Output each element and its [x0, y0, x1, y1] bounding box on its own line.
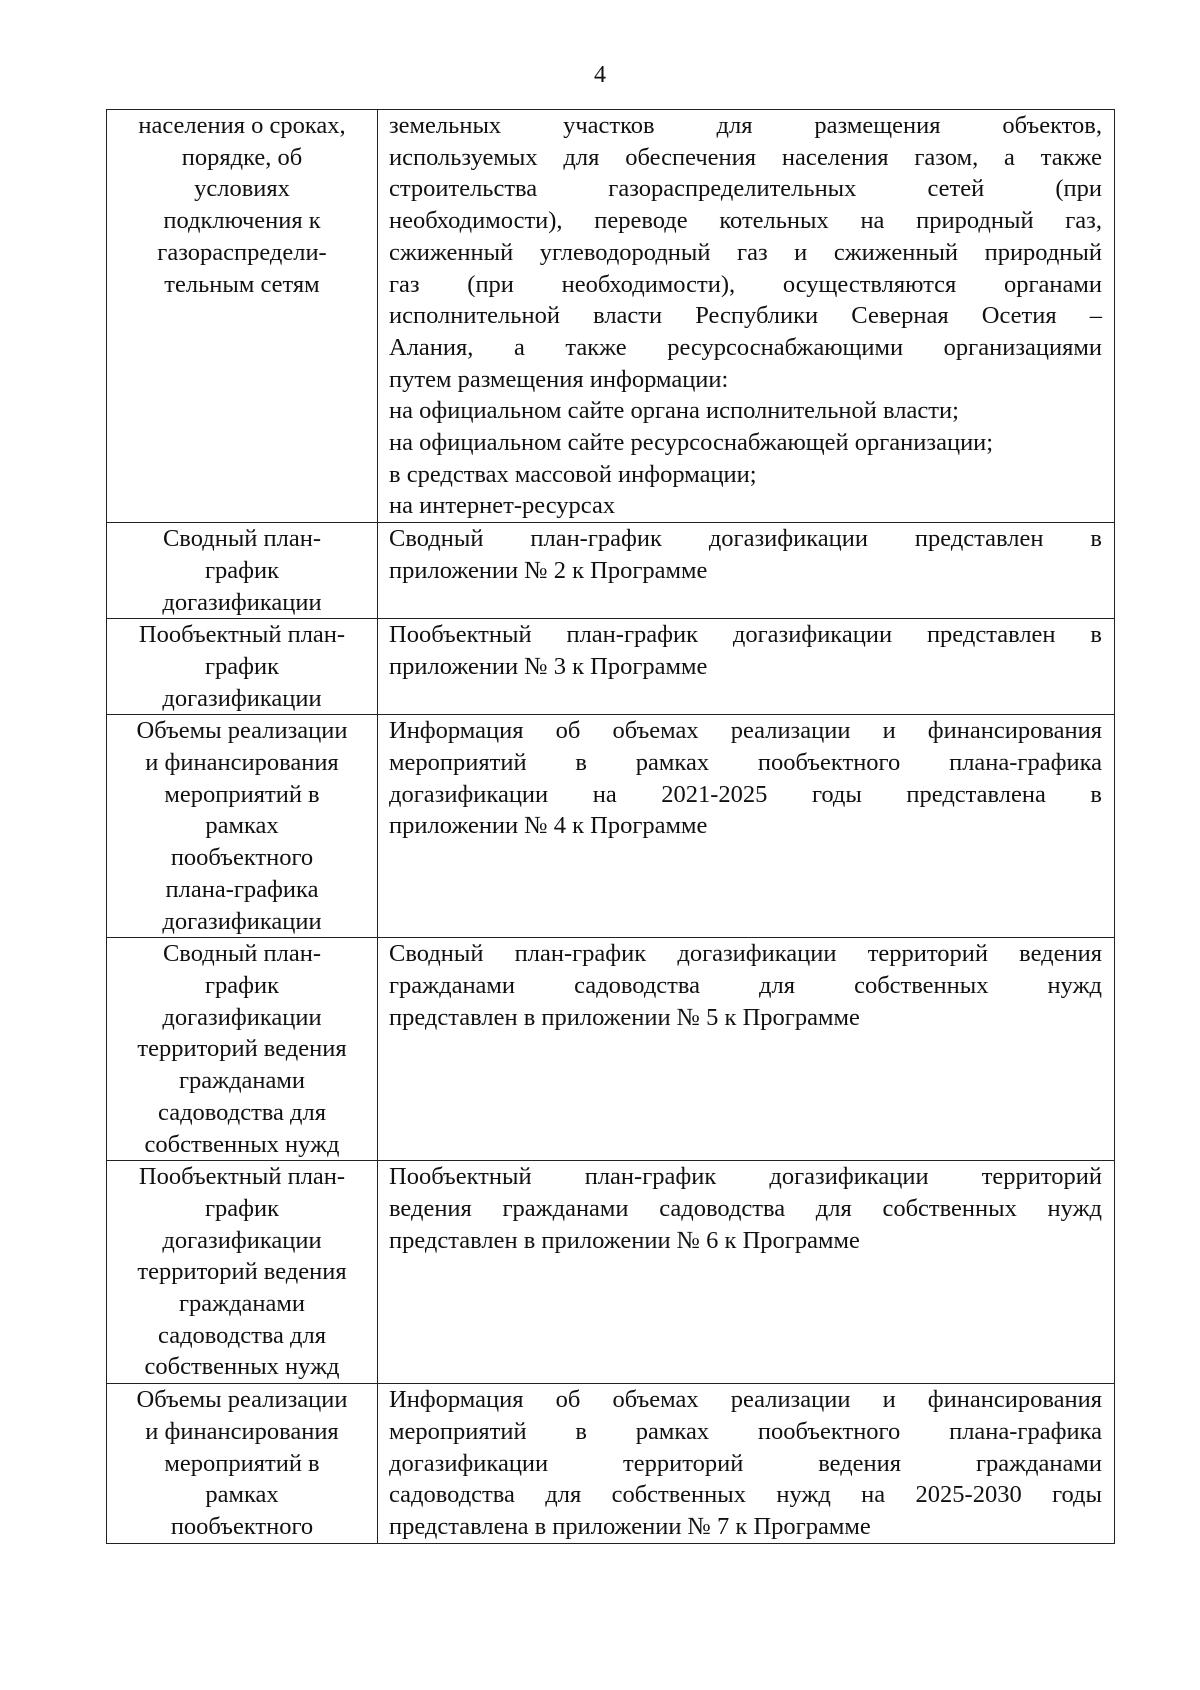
row-label-line: догазификации — [162, 1226, 322, 1254]
row-label-line: и финансирования — [145, 749, 339, 777]
table-row — [107, 715, 1115, 938]
row-label-line: подключения к — [163, 207, 321, 235]
row-label-line: Объемы реализации — [136, 1386, 348, 1414]
row-label-cell — [107, 110, 378, 523]
row-description-line: представлен в приложении № 5 к Программе — [389, 1003, 860, 1031]
row-description-cell — [378, 523, 1115, 619]
row-description-line: на официальном сайте ресурсоснабжающей организации; — [389, 429, 994, 457]
row-label-line: территорий ведения — [137, 1258, 347, 1286]
row-label-line: пообъектного — [170, 844, 314, 872]
row-label-line: догазификации — [162, 684, 322, 712]
row-description-line: гражданами садоводства для собственных нужд — [389, 971, 1102, 999]
program-passport-table — [106, 109, 1115, 1544]
row-description-line: земельных участков для размещения объектов, — [389, 112, 1102, 139]
row-label-line: плана-графика — [165, 875, 319, 903]
table-body — [107, 110, 1115, 1544]
row-description-cell — [378, 715, 1115, 938]
row-label-cell — [107, 1161, 378, 1384]
row-label-line: мероприятий в — [164, 780, 320, 808]
row-description-line: Алания, а также ресурсоснабжающими организациями — [389, 333, 1102, 361]
row-label-line: населения о сроках, — [138, 112, 346, 139]
table-row — [107, 619, 1115, 715]
row-label-line: рамках — [205, 1481, 279, 1509]
row-description-line: Пообъектный план-график догазификации представлен в — [389, 621, 1102, 649]
row-description-line: на официальном сайте органа исполнительной власти; — [389, 397, 959, 425]
row-label-line: условиях — [194, 175, 290, 203]
row-label-line: Пообъектный план- — [138, 1163, 346, 1191]
row-description-line: представлена в приложении № 7 к Программе — [389, 1512, 871, 1540]
row-description-line: мероприятий в рамках пообъектного плана-графика — [389, 749, 1102, 777]
row-label-line: график — [204, 556, 280, 584]
table-row — [107, 1161, 1115, 1384]
row-label-line: гражданами — [178, 1290, 306, 1318]
row-label-line: Объемы реализации — [136, 717, 348, 745]
row-label-line: газораспредели- — [157, 238, 327, 266]
table-row — [107, 523, 1115, 619]
row-description-line: на интернет-ресурсах — [389, 492, 616, 520]
row-description-line: догазификации на 2021-2025 годы представлена в — [389, 780, 1102, 808]
row-description-line: ведения гражданами садоводства для собственных нужд — [389, 1194, 1102, 1222]
row-description-cell — [378, 619, 1115, 715]
row-description-line: путем размещения информации: — [389, 365, 729, 393]
row-description-line: садоводства для собственных нужд на 2025-2030 годы — [389, 1481, 1102, 1509]
row-description-line: приложении № 4 к Программе — [389, 812, 708, 840]
row-description-line: Сводный план-график догазификации территорий ведения — [389, 940, 1102, 968]
table-row — [107, 110, 1115, 523]
row-description-line: исполнительной власти Республики Северная Осетия – — [389, 302, 1102, 330]
row-description-line: мероприятий в рамках пообъектного плана-графика — [389, 1417, 1102, 1445]
row-label-line: мероприятий в — [164, 1449, 320, 1477]
row-label-cell — [107, 523, 378, 619]
row-label-line: и финансирования — [145, 1417, 339, 1445]
row-description-line: строительства газораспределительных сетей (при — [389, 175, 1102, 203]
row-label-cell — [107, 938, 378, 1161]
row-label-line: график — [204, 1194, 280, 1222]
row-description-line: сжиженный углеводородный газ и сжиженный природный — [389, 238, 1102, 266]
row-label-line: территорий ведения — [137, 1035, 347, 1063]
row-description-line: необходимости), переводе котельных на природный газ, — [389, 207, 1102, 235]
row-label-line: порядке, об — [181, 143, 303, 171]
row-description-line: газ (при необходимости), осуществляются органами — [389, 270, 1102, 298]
row-label-line: садоводства для — [158, 1321, 326, 1349]
row-description-cell — [378, 1161, 1115, 1384]
row-description-line: Сводный план-график догазификации представлен в — [389, 525, 1102, 553]
row-description-cell — [378, 938, 1115, 1161]
row-label-line: рамках — [205, 812, 279, 840]
row-label-line: Сводный план- — [162, 940, 322, 968]
row-description-line: приложении № 2 к Программе — [389, 556, 708, 584]
row-label-line: собственных нужд — [144, 1130, 340, 1158]
row-label-line: догазификации — [162, 1003, 322, 1031]
row-label-cell — [107, 1384, 378, 1544]
page-number: 4 — [594, 62, 606, 88]
row-description-cell — [378, 110, 1115, 523]
row-label-line: гражданами — [178, 1067, 306, 1095]
row-label-line: догазификации — [162, 588, 322, 616]
row-label-line: садоводства для — [158, 1098, 326, 1126]
row-label-cell — [107, 715, 378, 938]
row-description-line: используемых для обеспечения населения газом, а также — [389, 143, 1102, 171]
row-description-line: в средствах массовой информации; — [389, 460, 757, 488]
table-row — [107, 938, 1115, 1161]
row-description-line: приложении № 3 к Программе — [389, 652, 708, 680]
row-label-line: график — [204, 652, 280, 680]
row-description-line: догазификации территорий ведения гражданами — [389, 1449, 1102, 1477]
row-description-line: Пообъектный план-график догазификации территорий — [389, 1163, 1102, 1191]
row-description-cell — [378, 1384, 1115, 1544]
row-label-line: тельным сетям — [164, 270, 320, 298]
row-label-line: пообъектного — [170, 1512, 314, 1540]
row-label-line: Пообъектный план- — [138, 621, 346, 649]
row-label-line: собственных нужд — [144, 1353, 340, 1381]
row-label-line: график — [204, 971, 280, 999]
row-label-line: догазификации — [162, 907, 322, 935]
row-description-line: Информация об объемах реализации и финансирования — [389, 1386, 1102, 1414]
row-label-cell — [107, 619, 378, 715]
row-description-line: представлен в приложении № 6 к Программе — [389, 1226, 860, 1254]
table-row — [107, 1384, 1115, 1544]
row-description-line: Информация об объемах реализации и финансирования — [389, 717, 1102, 745]
row-label-line: Сводный план- — [162, 525, 322, 553]
